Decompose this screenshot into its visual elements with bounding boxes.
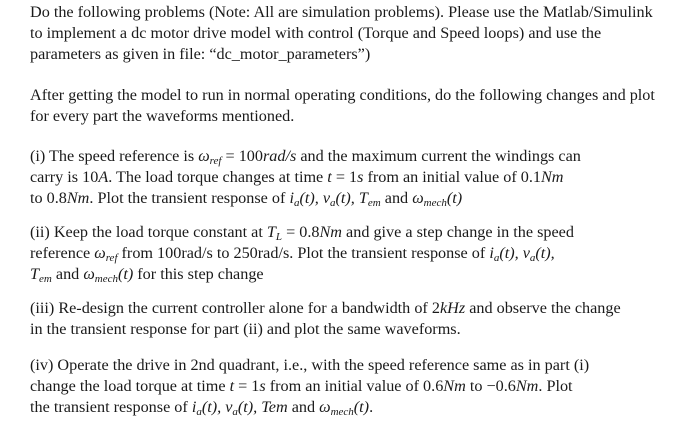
text-run: to −0.6 [465,377,516,395]
unit: Nm [541,168,564,186]
subscript: mech [94,273,118,285]
text-run: . Plot [538,377,573,395]
part-iv-line-3 [30,397,373,417]
subscript: a [196,406,202,418]
variable: i [489,244,494,262]
text-run: the transient response of [30,398,192,416]
variable: (t) [446,189,463,207]
subscript: em [367,197,381,209]
unit: s [259,377,266,395]
omega-symbol: ω [83,265,95,283]
after-line-2 [30,106,294,126]
text-run: = 1 [234,377,260,395]
text-run: . Plot the transient response of [89,189,290,207]
text-run: from an initial value of 0.1 [363,168,541,186]
subscript: em [39,273,52,285]
variable: Tem [261,398,288,416]
text-run: and observe the change [465,299,621,317]
text-run: (ii) Keep the load torque constant at [30,223,267,241]
after-text-1: After getting the model to run in normal operating conditions, do the following changes and plot [30,86,655,104]
variable: (t), [335,189,359,207]
text-run: . [369,398,374,416]
subscript: a [529,252,536,264]
omega-symbol: ω [412,189,424,207]
text-run: (iii) Re-design the current controller alone for a bandwidth of 2 [30,299,440,317]
unit: Nm [515,377,539,395]
unit: Nm [319,223,342,241]
text-run: in the transient response for part (ii) and plot the same waveforms. [30,320,461,338]
variable: (t), [237,398,262,416]
text-run: = 1 [331,168,358,186]
intro-text-1: Do the following problems (Note: All are simulation problems). Please use the Matlab/Simulink [30,3,653,21]
variable: (t) [353,398,370,416]
subscript: mech [330,406,354,418]
subscript: ref [209,155,222,167]
text-run: . The load torque changes at time [108,168,328,186]
text-run: and [51,265,84,283]
intro-text-3: parameters as given in file: “dc_motor_parameters”) [30,45,371,63]
text-run: (iv) Operate the drive in 2nd quadrant, i.e., with the speed reference same as in part (i) [30,356,590,374]
text-run: and give a step change in the speed [342,223,574,241]
variable: (t) [117,265,134,283]
omega-symbol: ω [319,398,331,416]
text-run: and [380,189,413,207]
subscript: L [275,231,283,243]
subscript: mech [423,197,447,209]
variable: (t), [201,398,226,416]
variable: i [191,398,197,416]
part-ii-line-2 [30,243,555,263]
after-text-2: for every part the waveforms mentioned. [30,107,295,125]
intro-line-3 [30,44,370,64]
text-run: from 100rad/s to 250rad/s. Plot the transient response of [117,244,490,262]
variable: T [266,223,276,241]
part-iv-line-2 [30,376,573,396]
text-run: (i) The speed reference is [30,147,199,165]
unit: rad/s [263,147,297,165]
text-run: = 0.8 [282,223,320,241]
subscript: a [293,197,300,209]
text-run: to 0.8 [30,189,67,207]
text-run: and the maximum current the windings can [296,147,581,165]
variable: i [289,189,294,207]
subscript: ref [105,252,118,264]
text-run: = 100 [221,147,263,165]
variable: (t), [299,189,323,207]
unit: A [98,168,109,186]
part-ii-line-1 [30,222,574,242]
variable: (t), [535,244,555,262]
text-run: and [287,398,320,416]
omega-symbol: ω [198,147,210,165]
text-run: change the load torque at time [30,377,230,395]
text-run: carry is 10 [30,168,99,186]
variable: T [30,265,40,283]
omega-symbol: ω [94,244,106,262]
text-run: reference [30,244,95,262]
variable: v [322,189,330,207]
part-iv-line-1 [30,355,589,375]
unit: Nm [66,189,90,207]
unit: Nm [443,377,466,395]
unit: s [357,168,364,186]
subscript: a [330,197,336,209]
intro-text-2: to implement a dc motor drive model with control (Torque and Speed loops) and use the [30,24,602,42]
variable: t [229,377,235,395]
part-i-line-1 [30,146,581,166]
variable: t [327,168,332,186]
text-run: for this step change [133,265,264,283]
intro-line-2 [30,23,601,43]
unit: kHz [439,299,466,317]
text-run: from an initial value of 0.6 [265,377,444,395]
variable: v [522,244,530,262]
subscript: a [232,406,238,418]
part-iii-line-1 [30,298,621,318]
variable: (t), [499,244,523,262]
variable: v [225,398,233,416]
subscript: a [493,252,500,264]
part-i-line-2 [30,167,564,187]
after-line-1 [30,85,655,105]
part-i-line-3 [30,188,462,208]
part-iii-line-2 [30,319,461,339]
variable: T [358,189,368,207]
part-ii-line-3 [30,264,264,284]
intro-line-1 [30,2,653,22]
